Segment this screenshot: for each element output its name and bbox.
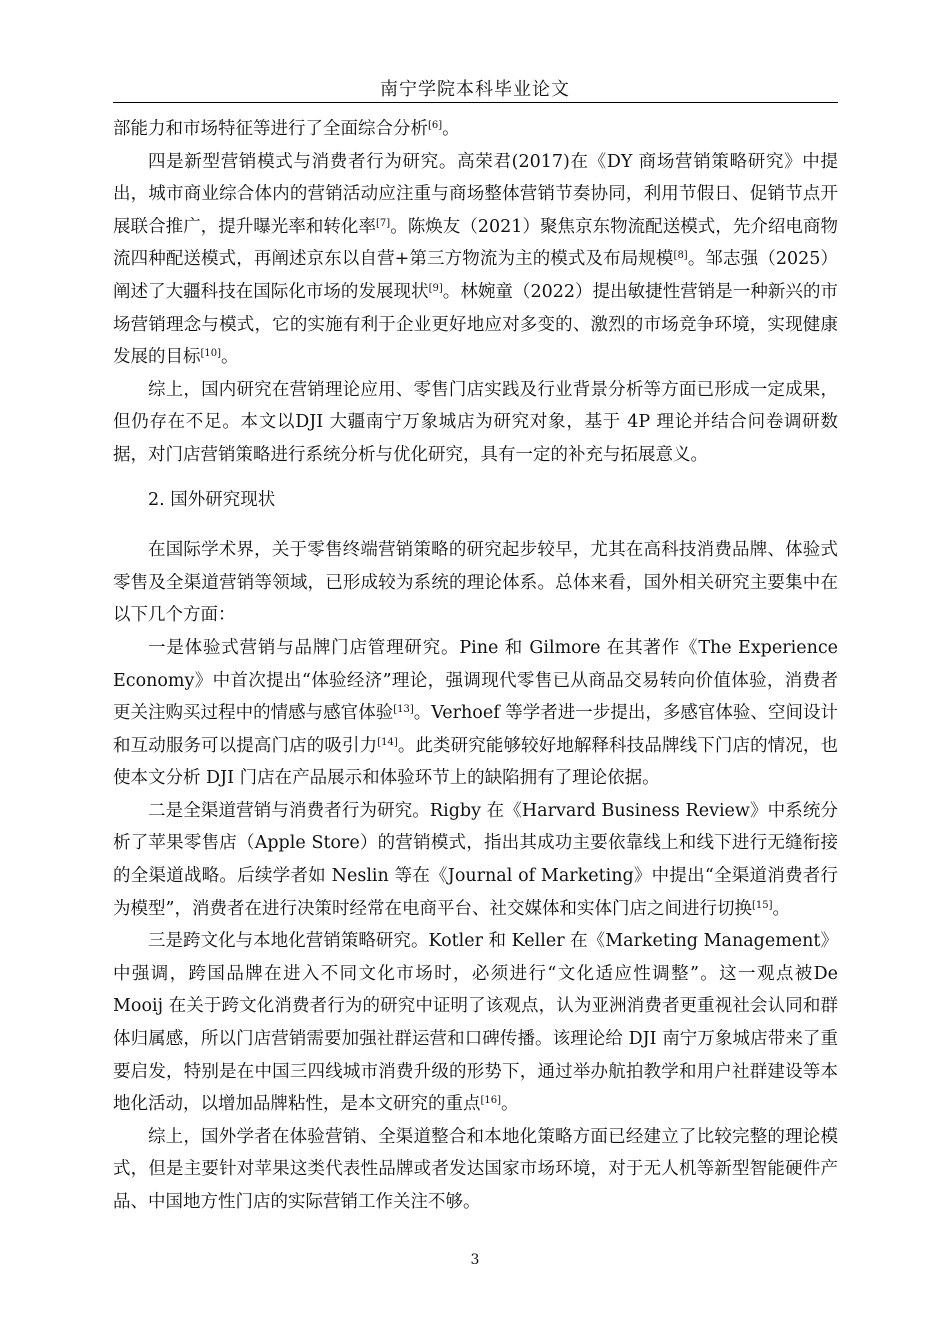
text-run: 二是全渠道营销与消费者行为研究。Rigby 在《Harvard Business Review》中系统分析了苹果零售店（Apple Store）的营销模式，指出其成功主要依靠线上和线下进行无缝衔接的全渠道战略。后续学者如 Neslin 等在《Journal of Marketing》中提出“全渠道消费者行为模型”，消费者在进行决策时经常在电商平台、社交媒体和实体门店之间进行切换 bbox=[113, 800, 838, 919]
paragraph bbox=[113, 113, 838, 146]
text-run: 。邹志强（2025）阐述了大疆科技在国际化市场的发展现状 bbox=[113, 249, 838, 302]
body-text bbox=[113, 113, 838, 1219]
text-run: 。此类研究能够较好地解释科技品牌线下门店的情况，也使本文分析 DJI 门店在产品展示和体验环节上的缺陷拥有了理论依据。 bbox=[113, 735, 839, 789]
page-header: 南宁学院本科毕业论文 bbox=[380, 79, 570, 100]
citation-marker: [14] bbox=[377, 736, 398, 748]
text-run: 。陈焕友（2021）聚焦京东物流配送模式，先介绍电商物流四种配送模式，再阐述京东以自营+第三方物流为主的模式及布局规模 bbox=[113, 216, 838, 270]
citation-marker: [7] bbox=[376, 217, 391, 229]
paragraph bbox=[113, 1121, 838, 1219]
page-number: 3 bbox=[470, 1252, 480, 1268]
text-run: 三是跨文化与本地化营销策略研究。Kotler 和 Keller 在《Marketing Management》中强调，跨国品牌在进入不同文化市场时，必须进行“文化适应性调整”。这一观点被De Mooij 在关于跨文化消费者行为的研究中证明了该观点，认为亚洲消费者更重视社会认同和群体归属感，所以门店营销需要加强社群运营和口碑传播。该理论给 DJI 南宁万象城店带来了重要启发，特别是在中国三四线城市消费升级的形势下，通过举办航拍教学和用户社群建设等本地化活动，以增加品牌粘性，是本文研究的重点 bbox=[113, 931, 838, 1115]
citation-marker: [10] bbox=[200, 348, 222, 360]
text-run: 。Verhoef 等学者进一步提出，多感官体验、空间设计和互动服务可以提高门店的吸引力 bbox=[113, 703, 838, 756]
header-rule bbox=[113, 102, 838, 103]
text-run: 。 bbox=[772, 898, 790, 919]
citation-marker: [13] bbox=[393, 704, 414, 716]
paragraph bbox=[113, 534, 838, 632]
citation-marker: [16] bbox=[480, 1095, 502, 1107]
text-run: 综上，国外学者在体验营销、全渠道整合和本地化策略方面已经建立了比较完整的理论模式，但是主要针对苹果这类代表性品牌或者发达国家市场环境，对于无人机等新型智能硬件产品、中国地方性门店的实际营销工作关注不够。 bbox=[113, 1126, 838, 1212]
text-run: 一是体验式营销与品牌门店管理研究。Pine 和 Gilmore 在其著作《The Experience Economy》中首次提出“体验经济”理论，强调现代零售已从商品交易转向价值体验，消费者更关注购买过程中的情感与感官体验 bbox=[113, 637, 838, 724]
text-run: 。 bbox=[221, 347, 239, 368]
citation-marker: [15] bbox=[751, 899, 773, 911]
text-run: 。 bbox=[501, 1094, 519, 1115]
text-run: 2. 国外研究现状 bbox=[148, 489, 276, 510]
paragraph bbox=[113, 374, 838, 472]
text-run: 四是新型营销模式与消费者行为研究。高荣君(2017)在《DY 商场营销策略研究》中提出，城市商业综合体内的营销活动应注重与商场整体营销节奏协同，利用节假日、促销节点开展联合推广，提升曝光率和转化率 bbox=[113, 151, 838, 237]
citation-marker: [6] bbox=[428, 120, 443, 131]
paragraph bbox=[113, 632, 838, 795]
citation-marker: [9] bbox=[428, 282, 443, 294]
paragraph bbox=[113, 795, 838, 925]
paragraph bbox=[113, 925, 838, 1121]
text-run: 部能力和市场特征等进行了全面综合分析 bbox=[113, 119, 428, 139]
text-run: 。林婉童（2022）提出敏捷性营销是一种新兴的市场营销理念与模式，它的实施有利于企业更好地应对多变的、激烈的市场竞争环境，实现健康发展的目标 bbox=[113, 281, 838, 368]
section-heading bbox=[113, 484, 838, 517]
text-run: 综上，国内研究在营销理论应用、零售门店实践及行业背景分析等方面已形成一定成果，但仍存在不足。本文以DJI 大疆南宁万象城店为研究对象，基于 4P 理论并结合问卷调研数据，对门店营销策略进行系统分析与优化研究，具有一定的补充与拓展意义。 bbox=[113, 379, 838, 465]
text-run: 在国际学术界，关于零售终端营销策略的研究起步较早，尤其在高科技消费品牌、体验式零售及全渠道营销等领域，已形成较为系统的理论体系。总体来看，国外相关研究主要集中在以下几个方面： bbox=[113, 540, 838, 626]
paragraph bbox=[113, 146, 838, 374]
text-run: 。 bbox=[442, 119, 460, 139]
citation-marker: [8] bbox=[673, 250, 688, 262]
